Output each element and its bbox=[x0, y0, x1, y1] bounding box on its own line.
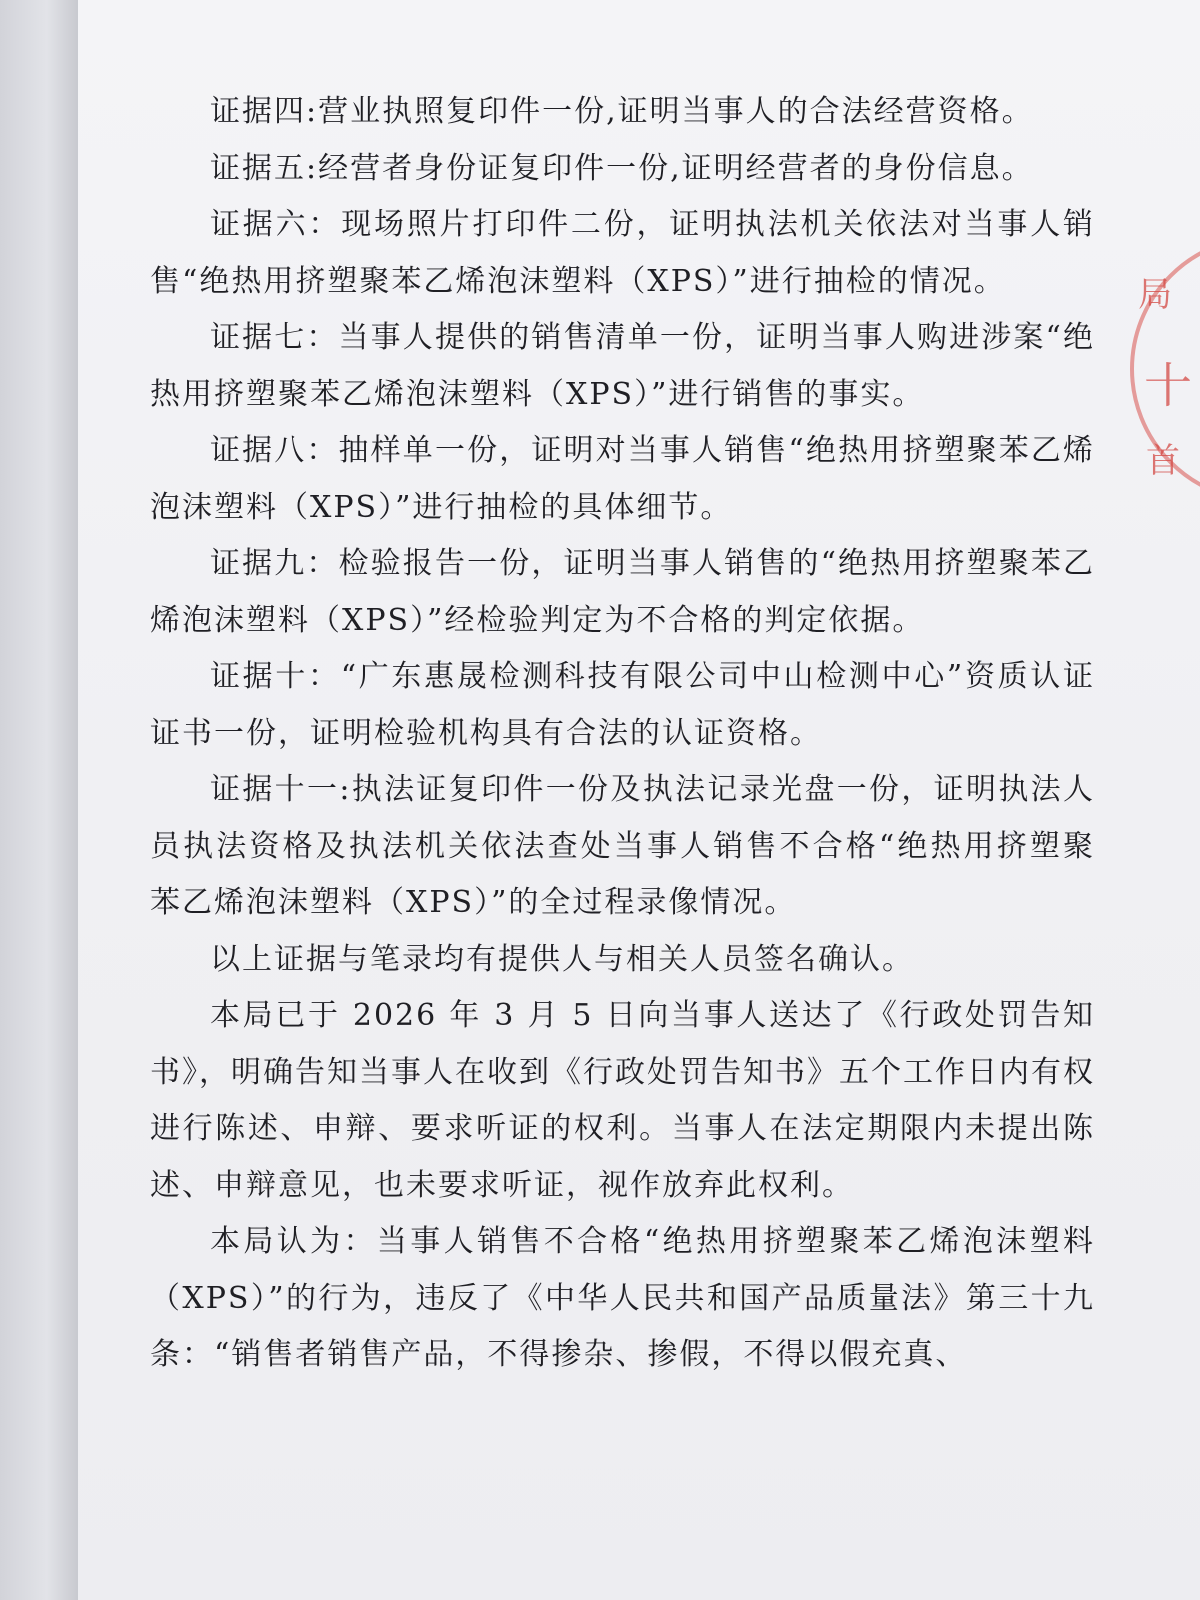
evidence-5-paragraph: 证据五:经营者身份证复印件一份,证明经营者的身份信息。 bbox=[210, 150, 1034, 186]
seal-char-3: 首 bbox=[1146, 441, 1180, 481]
signature-confirmation-paragraph: 以上证据与笔录均有提供人与相关人员签名确认。 bbox=[210, 941, 914, 977]
evidence-11-paragraph: 证据十一:执法证复印件一份及执法记录光盘一份，证明执法人员执法资格及执法机关依法查处当事人销售不合格“绝热用挤塑聚苯乙烯泡沫塑料（XPS）”的全过程录像情况。 bbox=[150, 772, 1095, 920]
evidence-8-paragraph: 证据八：抽样单一份，证明对当事人销售“绝热用挤塑聚苯乙烯泡沫塑料（XPS）”进行抽检的具体细节。 bbox=[150, 433, 1095, 525]
document-body bbox=[150, 84, 1095, 1384]
evidence-7-paragraph: 证据七：当事人提供的销售清单一份，证明当事人购进涉案“绝热用挤塑聚苯乙烯泡沫塑料（XPS）”进行销售的事实。 bbox=[150, 320, 1095, 412]
evidence-10-paragraph: 证据十：“广东惠晟检测科技有限公司中山检测中心”资质认证证书一份，证明检验机构具有合法的认证资格。 bbox=[150, 659, 1095, 751]
seal-char-1: 局 bbox=[1138, 275, 1172, 315]
notice-delivery-paragraph: 本局已于 2026 年 3 月 5 日向当事人送达了《行政处罚告知书》，明确告知当事人在收到《行政处罚告知书》五个工作日内有权进行陈述、申辩、要求听证的权利。当事人在法定期限内未提出陈述、申辩意见，也未要求听证，视作放弃此权利。 bbox=[150, 998, 1095, 1203]
evidence-6-paragraph: 证据六：现场照片打印件二份，证明执法机关依法对当事人销售“绝热用挤塑聚苯乙烯泡沫塑料（XPS）”进行抽检的情况。 bbox=[150, 207, 1095, 299]
seal-char-2: 十 bbox=[1144, 358, 1193, 414]
finding-paragraph: 本局认为：当事人销售不合格“绝热用挤塑聚苯乙烯泡沫塑料（XPS）”的行为，违反了《中华人民共和国产品质量法》第三十九条：“销售者销售产品，不得掺杂、掺假，不得以假充真、 bbox=[150, 1224, 1095, 1372]
evidence-4-paragraph: 证据四:营业执照复印件一份,证明当事人的合法经营资格。 bbox=[210, 94, 1034, 129]
page-edge bbox=[0, 0, 79, 1600]
evidence-9-paragraph: 证据九：检验报告一份，证明当事人销售的“绝热用挤塑聚苯乙烯泡沫塑料（XPS）”经检验判定为不合格的判定依据。 bbox=[150, 546, 1095, 638]
official-seal bbox=[1130, 235, 1200, 495]
